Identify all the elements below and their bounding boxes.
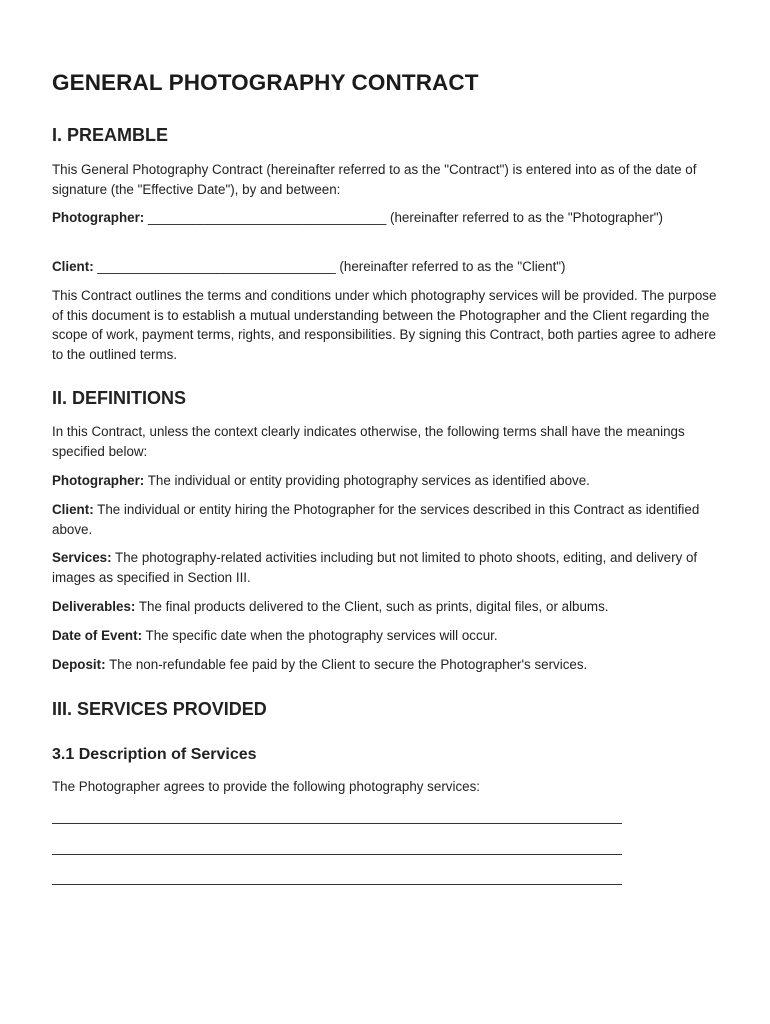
definition-text: The non-refundable fee paid by the Client to secure the Photographer's services. (109, 657, 588, 672)
preamble-intro: This General Photography Contract (hereinafter referred to as the "Contract") is entered into as of the date of signature (the "Effective Date"), by and between: (52, 162, 697, 197)
client-label: Client: (52, 259, 94, 274)
services-blank-line[interactable] (52, 854, 622, 855)
definition-term: Deposit: (52, 657, 106, 672)
document-title: GENERAL PHOTOGRAPHY CONTRACT (52, 70, 479, 95)
definition-term: Client: (52, 502, 94, 517)
services-blank-line[interactable] (52, 884, 622, 885)
definitions-heading: II. DEFINITIONS (52, 388, 187, 408)
photographer-blank-text: ________________________________ (hereinafter referred to as the "Photographer") (147, 210, 664, 225)
definition-text: The individual or entity providing photography services as identified above. (147, 473, 590, 488)
client-blank-text: ________________________________ (hereinafter referred to as the "Client") (97, 259, 566, 274)
definition-term: Services: (52, 550, 112, 565)
preamble-outline: This Contract outlines the terms and conditions under which photography services will be provided. The purpose of this document is to establish a mutual understanding between the Photographer and the Client regarding the scope of work, payment terms, rights, and responsibilities. By signing this Contract, both parties agree to adhere to the outlined terms. (52, 288, 717, 362)
preamble-heading: I. PREAMBLE (52, 125, 169, 145)
client-line (52, 257, 724, 277)
definition-text: The specific date when the photography services will occur. (145, 628, 498, 643)
photographer-label: Photographer: (52, 210, 145, 225)
definition-text: The final products delivered to the Client, such as prints, digital files, or albums. (138, 599, 609, 614)
services-subheading: 3.1 Description of Services (52, 746, 257, 763)
definition-item (52, 597, 724, 617)
definition-text: The photography-related activities including but not limited to photo shoots, editing, and delivery of images as specified in Section III. (52, 550, 698, 585)
photographer-line (52, 208, 724, 228)
definition-item (52, 655, 724, 675)
definition-term: Photographer: (52, 473, 145, 488)
definition-term: Date of Event: (52, 628, 143, 643)
definition-item (52, 471, 724, 491)
definitions-intro: In this Contract, unless the context clearly indicates otherwise, the following terms shall have the meanings specified below: (52, 424, 685, 459)
definition-item (52, 500, 724, 539)
services-heading: III. SERVICES PROVIDED (52, 699, 267, 719)
services-intro: The Photographer agrees to provide the following photography services: (52, 779, 481, 794)
definition-text: The individual or entity hiring the Photographer for the services described in this Contract as identified above. (52, 502, 700, 537)
definition-item (52, 626, 724, 646)
definition-term: Deliverables: (52, 599, 136, 614)
definition-item (52, 548, 724, 587)
services-blank-line[interactable] (52, 823, 622, 824)
